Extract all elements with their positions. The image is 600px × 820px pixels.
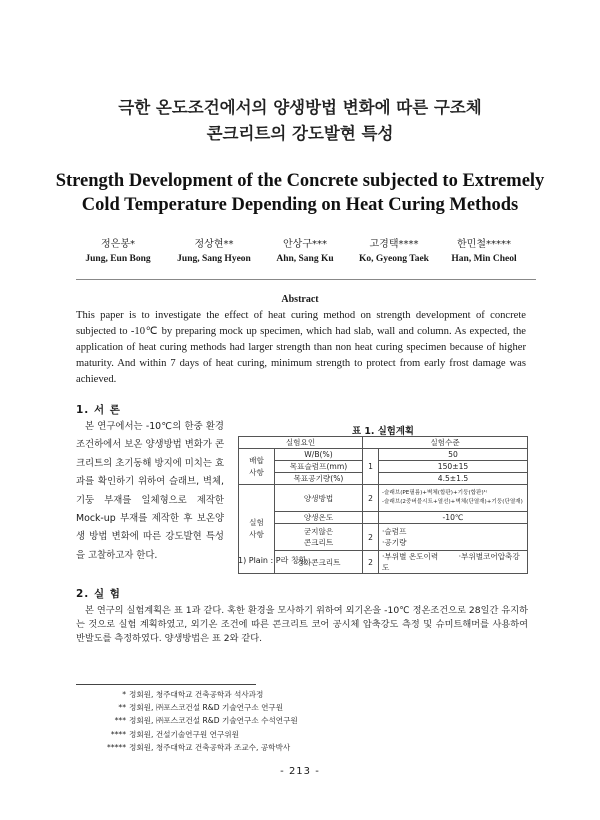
- footnote-text: 정회원, 청주대학교 건축공학과 석사과정: [129, 690, 264, 699]
- table-cell: 50: [379, 449, 528, 461]
- author-name-korean: 정상현**: [194, 239, 234, 250]
- footnote: [76, 701, 536, 714]
- footnote-mark: ***: [114, 716, 126, 726]
- experiment-plan-table: [238, 436, 528, 574]
- author-name-english: Jung, Sang Hyeon: [177, 254, 251, 264]
- table-row: [239, 524, 528, 551]
- table-cell: 목표슬럼프(mm): [275, 461, 363, 473]
- table-cell: 1: [363, 449, 379, 485]
- table-row: [239, 461, 528, 473]
- abstract-heading: Abstract: [281, 294, 319, 305]
- author-name-english: Jung, Eun Bong: [85, 254, 151, 264]
- footnotes: [76, 688, 536, 754]
- table-cell-line: ·슬럼프: [382, 527, 407, 536]
- table-cell-line: ·부위별 온도이력: [382, 552, 439, 561]
- footnote: [76, 728, 536, 741]
- table-cell-line: -슬래브(PE필름)+벽체(합판)+기둥(합판)¹⁾: [382, 490, 488, 496]
- divider-rule: [76, 279, 536, 280]
- footnote: [76, 714, 536, 727]
- footnote-mark: ****: [110, 729, 126, 739]
- table-cell: 굳지않은 콘크리트: [275, 524, 363, 551]
- table-cell: [379, 485, 528, 512]
- table-cell: 양생온도: [275, 512, 363, 524]
- table-cell: 4.5±1.5: [379, 473, 528, 485]
- table-group-experiment: 실험 사항: [239, 485, 275, 574]
- table-cell: [379, 524, 528, 551]
- experiment-text: 본 연구의 실험계획은 표 1과 같다. 혹한 환경을 모사하기 위하여 외기온을 -10℃ 정온조건으로 28일간 유지하는 것으로 실험 계획하였고, 외기온 조건에 따른 콘크리트 코어 공시체 압축강도 측정 및 슈미트해머를 사용하여 반발도를 측정하였다. 양생방법은 표 2와 같다.: [76, 605, 528, 644]
- table-row: [239, 473, 528, 485]
- title-korean-line-1: 극한 온도조건에서의 양생방법 변화에 따른 구조체: [118, 98, 482, 117]
- table-header-row: [239, 437, 528, 449]
- footnote-text: 정회원, 청주대학교 건축공학과 조교수, 공학박사: [129, 742, 291, 752]
- author-name-english: Ko, Gyeong Taek: [359, 254, 429, 264]
- footnote-text: 정회원, ㈜포스코건설 R&D 기술연구소 연구원: [129, 703, 284, 713]
- table-cell: [379, 551, 528, 574]
- table-row: [239, 485, 528, 512]
- table-header-level: 실험수준: [363, 437, 528, 449]
- table-cell: W/B(%): [275, 449, 363, 461]
- author-name-english: Han, Min Cheol: [451, 254, 517, 264]
- table-caption: 표 1. 실험계획: [352, 426, 414, 437]
- title-english-line-1: Strength Development of the Concrete subjected to Extremely: [55, 171, 545, 191]
- table-cell: 2: [363, 551, 379, 574]
- introduction-text: 본 연구에서는 -10℃의 한중 환경 조건하에서 보온 양생방법 변화가 콘크리트의 초기동해 방지에 미치는 효과를 확인하기 위하여 슬래브, 벽체, 기둥 부재를 일체형으로 제작한 Mock-up 부재를 제작한 후 보온양생 방법 변화에 따른 강도발현 특성을 고찰하고자 한다.: [76, 421, 224, 561]
- title-english-line-2: Cold Temperature Depending on Heat Curing Methods: [81, 195, 519, 215]
- footnote-mark: *****: [107, 742, 126, 752]
- table-cell-line: ·부위별코어압축강도: [382, 552, 520, 572]
- footnote-mark: *: [122, 690, 126, 699]
- table-header-factor: 실험요인: [239, 437, 363, 449]
- footnote: [76, 688, 536, 701]
- footnote-rule: [76, 684, 256, 685]
- section-heading-experiment: 2. 실 험: [76, 588, 121, 600]
- table-cell: 2: [363, 524, 379, 551]
- author-name-korean: 한민철*****: [457, 239, 511, 250]
- author-name-korean: 고경택****: [369, 239, 419, 250]
- author-name-korean: 정은봉*: [101, 239, 135, 250]
- table-cell: 목표공기량(%): [275, 473, 363, 485]
- table-cell: 양생방법: [275, 485, 363, 512]
- footnote: [76, 741, 536, 754]
- table-row: [239, 512, 528, 524]
- table-cell: -10℃: [379, 512, 528, 524]
- abstract-text: This paper is to investigate the effect of heat curing method on strength development of concrete subjected to -10℃ by preparing mock up specimen, which had slab, wall and column. As expected, the application of heat curing methods had larger strength than non heat curing specimen because of higher maturity. And within 7 days of heat curing, minimum strength to protect from early frost damage was achieved.: [76, 310, 526, 385]
- footnote-text: 정회원, 건설기술연구원 연구위원: [129, 729, 239, 739]
- section-heading-introduction: 1. 서 론: [76, 404, 121, 416]
- table-cell-line: ·공기량: [382, 538, 407, 547]
- table-cell: 2: [363, 485, 379, 512]
- author-name-english: Ahn, Sang Ku: [276, 254, 334, 264]
- table-group-mix: 배합 사항: [239, 449, 275, 485]
- table-cell: 150±15: [379, 461, 528, 473]
- page-number: - 213 -: [280, 766, 320, 777]
- title-korean-line-2: 콘크리트의 강도발현 특성: [206, 124, 394, 143]
- author-name-korean: 안상구***: [283, 239, 327, 250]
- footnote-mark: **: [118, 703, 126, 713]
- table-cell-line: -슬래브(2중버블시트+열선)+벽체(단열재)+기둥(단열재): [382, 499, 523, 505]
- table-note: 1) Plain : P라 칭함: [238, 556, 307, 565]
- footnote-text: 정회원, ㈜포스코건설 R&D 기술연구소 수석연구원: [129, 716, 298, 726]
- author-5: [419, 238, 549, 266]
- table-cell: [363, 512, 379, 524]
- table-cell: 경화콘크리트: [275, 551, 363, 574]
- table-row: [239, 449, 528, 461]
